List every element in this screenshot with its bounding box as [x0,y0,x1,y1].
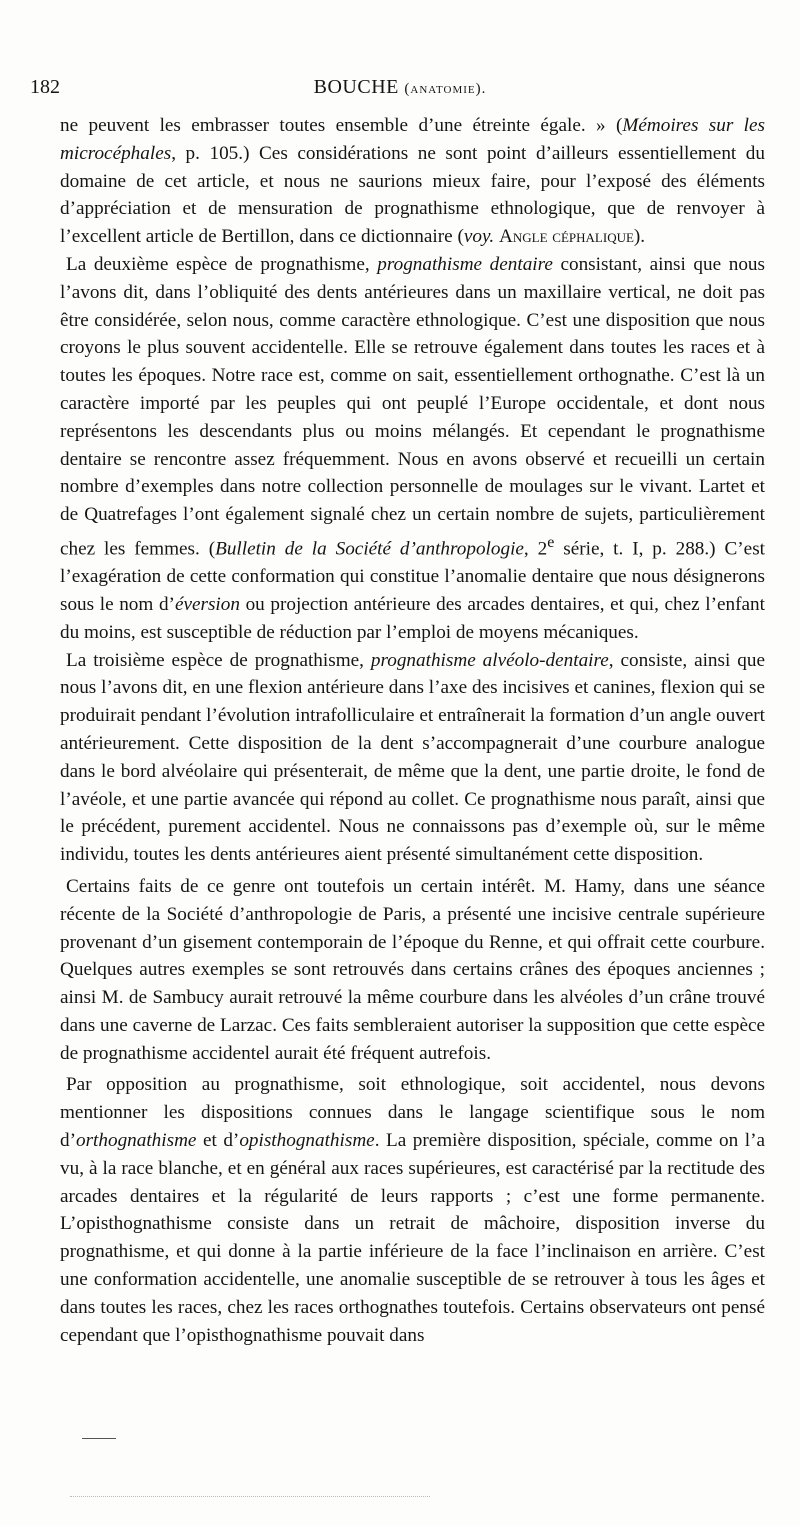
small-caps-text: Angle céphalique [499,226,634,248]
italic-text: opisthognathisme [239,1130,375,1152]
page-header [30,76,770,106]
text-run: . La première disposition, spéciale, comme on l’a vu, à la race blanche, et en général aux races supérieures, est caractérisé par la rectitude des arcades dentaires et la régularité de leurs rapports ; c’est une forme permanente. L’opisthognathisme consiste dans un retrait de mâchoire, disposition inverse du prognathisme, et qui donne à la partie inférieure de la face l’inclinaison en arrière. C’est une conformation accidentelle, une anomalie susceptible de se retrouver à tous les âges et dans toutes les races, chez les races orthognathes toutefois. Certains observateurs ont pensé cependant que l’opisthognathisme pouvait dans [60,1130,765,1346]
page-number: 182 [30,76,60,98]
text-run: Par opposition au prognathisme, soit ethnologique, soit accidentel, nous devons mentionner les dispositions connues dans le langage scientifique sous le nom d’ [60,1074,765,1152]
text-run: consistant, ainsi que nous l’avons dit, dans l’obliquité des dents antérieures dans un maxillaire vertical, ne doit pas être considérée, selon nous, comme caractère ethnologique. C’est une disposition que nous croyons le plus souvent accidentelle. Elle se retrouve également dans toutes les races et à toutes les époques. Notre race est, comme on sait, essentiellement orthognathe. C’est là un caractère importé par les peuples qui ont peuplé l’Europe occidentale, et dont nous représentons les descendants plus ou moins mélangés. Et cependant le prognathisme dentaire se rencontre assez fréquemment. Nous en avons observé et recueilli un certain nombre d’exemples dans notre collection personnelle de moulages sur le vivant. Lartet et de Quatrefages l’ont également signalé chez un certain nombre de sujets, particulièrement chez les femmes. ( [60,253,765,560]
running-head [30,76,770,99]
text-run: Certains faits de ce genre ont toutefois un certain intérêt. M. Hamy, dans une séance récente de la Société d’anthropologie de Paris, a présenté une incisive centrale supérieure provenant d’un gisement contemporain de l’époque du Renne, et qui offrait cette courbure. Quelques autres exemples se sont retrouvés dans certains crânes des époques anciennes ; ainsi M. de Sambucy aurait retrouvé la même courbure dans les alvéoles d’un crâne trouvé dans une caverne de Larzac. Ces faits sembleraient autoriser la supposition que cette espèce de prognathisme accidentel aurait été fréquent autrefois. [60,875,765,1064]
footer-dotted-rule [70,1496,430,1497]
superscript: e [547,533,555,551]
text-run: ). [633,226,646,248]
italic-text: prognathisme alvéolo-dentaire [370,649,609,671]
text-run: La deuxième espèce de prognathisme, [66,253,378,275]
paragraph [60,1071,765,1349]
italic-text: Bulletin de la Société d’anthropologie [215,538,524,560]
text-run: ne peuvent les embrasser toutes ensemble d’une étreinte égale. » ( [60,115,623,136]
paragraph [60,647,765,869]
paragraph [60,112,765,251]
paragraph [60,873,765,1068]
text-run: , consiste, ainsi que nous l’avons dit, en une flexion antérieure dans l’axe des incisives et canines, flexion qui se produirait pendant l’évolution intrafolliculaire et entraînerait la formation d’un angle ouvert antérieurement. Cette disposition de la dent s’accompagnerait d’une courbure analogue dans le bord alvéolaire qui présenterait, de même que la dent, une partie droite, le fond de l’avéole, et une partie avancée qui répond au collet. Ce prognathisme nous paraît, ainsi que le précédent, purement accidentel. Nous ne connaissons pas d’exemple où, sur le même individu, toutes les dents antérieures aient présenté simultanément cette disposition. [60,649,765,866]
italic-text: Mémoires sur les microcéphales [60,115,765,164]
text-run: et d’ [196,1130,240,1152]
italic-text: orthognathisme [75,1130,197,1152]
text-run: série, t. I, p. 288.) C’est l’exagération de cette conformation qui constitue l’anomalie dentaire que nous désignerons sous le nom d’ [60,538,765,615]
italic-text: voy. [463,226,495,248]
italic-text: prognathisme dentaire [377,253,553,275]
text-run: , 2 [523,538,548,560]
footer-rule [82,1438,116,1439]
body-text [60,112,765,1349]
text-run: ou projection antérieure des arcades dentaires, et qui, chez l’enfant du moins, est susceptible de réduction par l’emploi de moyens mécaniques. [60,593,765,643]
running-head-title: BOUCHE [313,76,399,98]
italic-text: éversion [174,593,240,615]
paragraph [60,251,765,647]
text-run: , p. 105.) Ces considérations ne sont point d’ailleurs essentiellement du domaine de cet article, et nous ne saurions mieux faire, pour l’exposé des éléments d’appréciation et de mensuration de prognathisme ethnologique, que de renvoyer à l’excellent article de Bertillon, dans ce dictionnaire ( [60,142,765,248]
running-head-subtitle: (anatomie). [404,81,487,97]
text-run: La troisième espèce de prognathisme, [66,649,371,671]
